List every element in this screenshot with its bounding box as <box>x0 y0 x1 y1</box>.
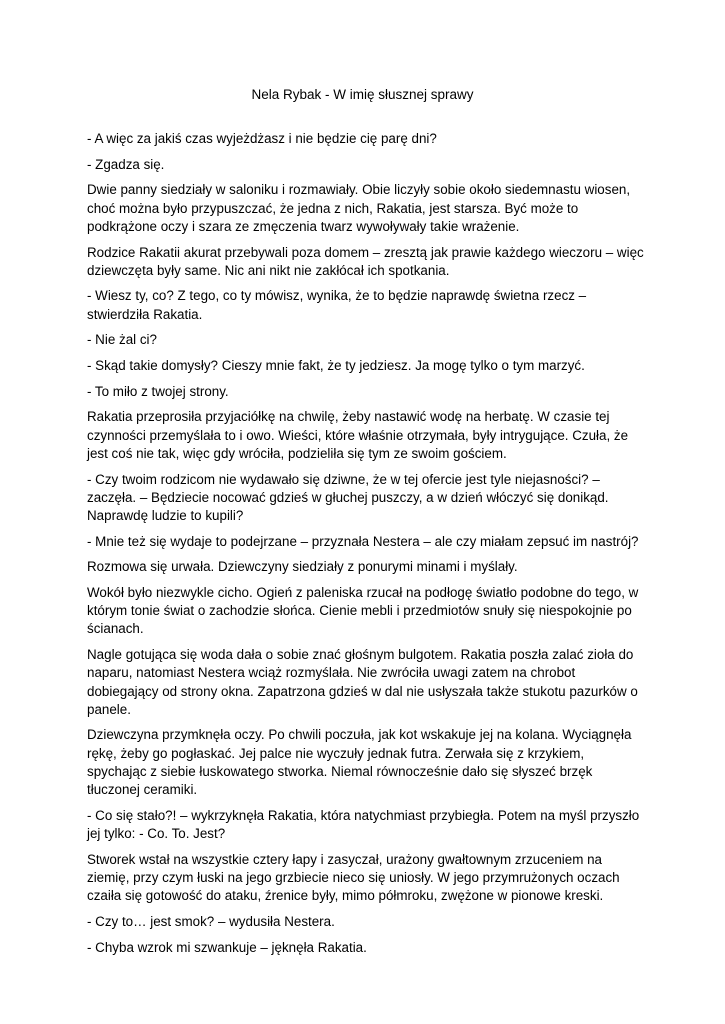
paragraph: - A więc za jakiś czas wyjeżdżasz i nie będzie cię parę dni? <box>87 131 437 146</box>
document-title: Nela Rybak - W imię słusznej sprawy <box>251 87 474 102</box>
paragraph: - Co się stało?! – wykrzyknęła Rakatia, która natychmiast przybiegła. Potem na myśl przyszło jej tylko: - Co. To. Jest? <box>87 807 640 841</box>
paragraph: Rodzice Rakatii akurat przebywali poza domem – zresztą jak prawie każdego wieczoru – więc dziewczęta były same. Nic ani nikt nie zakłócał ich spotkania. <box>87 244 644 278</box>
paragraph: Dziewczyna przymknęła oczy. Po chwili poczuła, jak kot wskakuje jej na kolana. Wyciągnęła rękę, żeby go pogłaskać. Jej palce nie wyczuły jednak futra. Zerwała się z krzykiem, spychając z siebie łuskowatego stworka. Niemal równocześnie dało się słyszeć brzęk tłuczonej ceramiki. <box>87 727 632 798</box>
paragraph: - Chyba wzrok mi szwankuje – jęknęła Rakatia. <box>87 939 367 955</box>
paragraph: Wokół było niezwykle cicho. Ogień z paleniska rzucał na podłogę światło podobne do tego, w którym tonie świat o zachodzie słońca. Cienie mebli i przedmiotów snuły się niespokojnie po ścianach. <box>87 585 639 637</box>
paragraph: Dwie panny siedziały w saloniku i rozmawiały. Obie liczyły sobie około siedemnastu wiosen, choć można było przypuszczać, że jedna z nich, Rakatia, jest starsza. Być może to podkrążone oczy i szara ze zmęczenia twarz wywoływały takie wrażenie. <box>87 182 631 234</box>
paragraph: - Wiesz ty, co? Z tego, co ty mówisz, wynika, że to będzie naprawdę świetna rzecz – stwierdziła Rakatia. <box>87 288 587 322</box>
paragraph: - Zgadza się. <box>87 156 165 172</box>
paragraph: - To miło z twojej strony. <box>87 383 229 399</box>
paragraph: - Czy twoim rodzicom nie wydawało się dziwne, że w tej ofercie jest tyle niejasności? – zaczęła. – Będziecie nocować gdzieś w głuchej puszczy, a w dzień włóczyć się donikąd. Naprawdę ludzie to kupili? <box>87 471 609 523</box>
paragraph: - Nie żal ci? <box>87 332 157 348</box>
paragraph: Stworek wstał na wszystkie cztery łapy i zasyczał, urażony gwałtownym zrzuceniem na ziemię, przy czym łuski na jego grzbiecie nieco się uniosły. W jego przymrużonych oczach czaiła się gotowość do ataku, źrenice były, mimo półmroku, zwężone w pionowe kreski. <box>87 851 620 904</box>
paragraph: - Mnie też się wydaje to podejrzane – przyznała Nestera – ale czy miałam zepsuć im nastrój? <box>87 533 639 549</box>
document-body <box>87 130 647 964</box>
paragraph: Rakatia przeprosiła przyjaciółkę na chwilę, żeby nastawić wodę na herbatę. W czasie tej czynności przemyślała to i owo. Wieści, które właśnie otrzymała, były intrygujące. Czuła, że jest coś nie tak, więc gdy wróciła, podzieliła się tym ze swoim gościem. <box>87 409 629 461</box>
paragraph: - Czy to… jest smok? – wydusiła Nestera. <box>87 913 335 929</box>
paragraph: Rozmowa się urwała. Dziewczyny siedziały z ponurymi minami i myślały. <box>87 559 518 575</box>
paragraph: Nagle gotująca się woda dała o sobie znać głośnym bulgotem. Rakatia poszła zalać zioła do naparu, natomiast Nestera wciąż rozmyślała. Nie zwróciła uwagi zatem na chrobot dobiegający od strony okna. Zapatrzona gdzieś w dal nie usłyszała także stukotu pazurków o panele. <box>87 647 638 717</box>
paragraph: - Skąd takie domysły? Cieszy mnie fakt, że ty jedziesz. Ja mogę tylko o tym marzyć. <box>87 358 585 374</box>
